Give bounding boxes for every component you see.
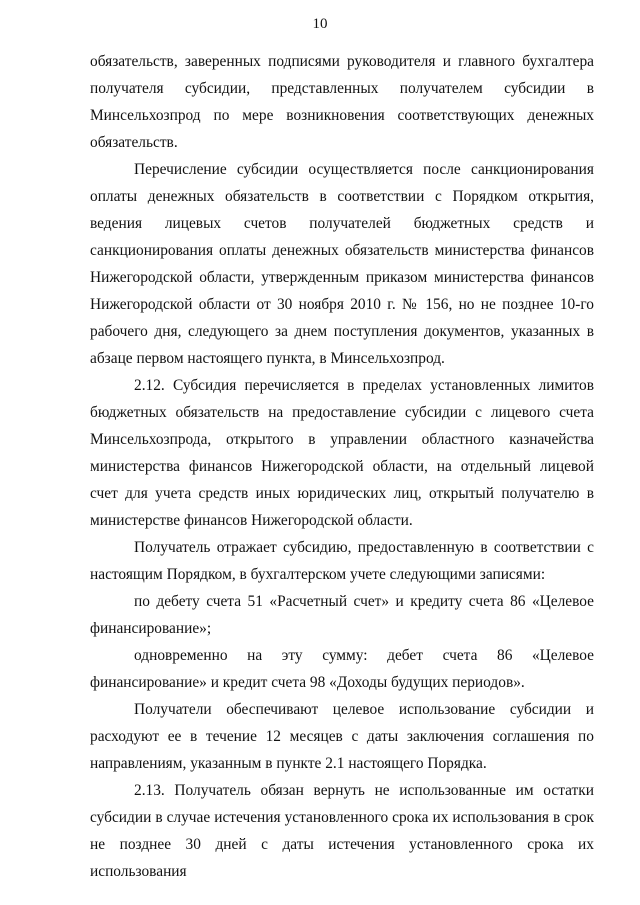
paragraph-7: Получатели обеспечивают целевое использование субсидии и расходуют ее в течение 12 месяцев с даты заключения соглашения по направлениям, указанным в пункте 2.1 настоящего Порядка. [90, 701, 594, 772]
paragraph-8: 2.13. Получатель обязан вернуть не использованные им остатки субсидии в случае истечения установленного срока их использования в срок не позднее 30 дней с даты истечения установленного срока их использования [90, 782, 594, 880]
paragraph-1: обязательств, заверенных подписями руководителя и главного бухгалтера получателя субсидии, представленных получателем субсидии в Минсельхозпрод по мере возникновения соответствующих денежных обязательств. [90, 53, 594, 151]
document-body [90, 48, 594, 885]
paragraph-2: Перечисление субсидии осуществляется после санкционирования оплаты денежных обязательств в соответствии с Порядком открытия, ведения лицевых счетов получателей бюджетных средств и санкционирования оплаты денежных обязательств министерства финансов Нижегородской области, утвержденным приказом министерства финансов Нижегородской области от 30 ноября 2010 г. № 156, но не позднее 10-го рабочего дня, следующего за днем поступления документов, указанных в абзаце первом настоящего пункта, в Минсельхозпрод. [90, 161, 594, 367]
paragraph-5: по дебету счета 51 «Расчетный счет» и кредиту счета 86 «Целевое финансирование»; [90, 593, 594, 637]
page-number: 10 [312, 16, 328, 32]
paragraph-6: одновременно на эту сумму: дебет счета 86 «Целевое финансирование» и кредит счета 98 «Доходы будущих периодов». [90, 647, 594, 691]
paragraph-4: Получатель отражает субсидию, предоставленную в соответствии с настоящим Порядком, в бухгалтерском учете следующими записями: [90, 539, 594, 583]
paragraph-3: 2.12. Субсидия перечисляется в пределах установленных лимитов бюджетных обязательств на предоставление субсидии с лицевого счета Минсельхозпрода, открытого в управлении областного казначейства министерства финансов Нижегородской области, на отдельный лицевой счет для учета средств иных юридических лиц, открытый получателю в министерстве финансов Нижегородской области. [90, 377, 594, 529]
